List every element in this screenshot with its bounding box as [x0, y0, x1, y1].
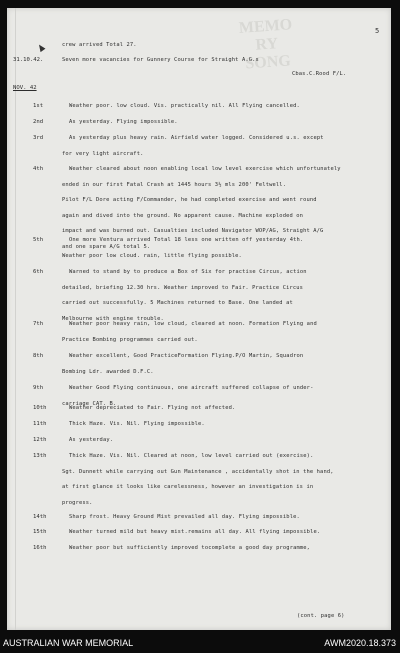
entry-text-line: for very light aircraft.	[62, 150, 144, 157]
entry-day: 16th	[33, 545, 47, 551]
month-heading: NOV. 42	[13, 85, 37, 91]
entry-day: 9th	[33, 385, 44, 391]
entry-day: 7th	[33, 321, 44, 327]
margin-line	[15, 8, 16, 630]
entry-text-line: Melbourne with engine trouble.	[62, 315, 164, 322]
entry-text-line: carriage CAT. B.	[62, 400, 117, 407]
entry-day: 3rd	[33, 135, 44, 141]
entry-day: 5th	[33, 237, 44, 243]
entry-text-line: Weather poor but sufficiently improved tocomplete a good day programme,	[69, 545, 311, 551]
entry-text-line: carried out successfully. 5 Machines returned to Base. One landed at	[62, 300, 293, 307]
entry-text-line: at first glance it looks like carelessness, however an investigation is in	[62, 484, 314, 491]
entry-day: 14th	[33, 514, 47, 520]
entry-text-line: Sharp frost. Heavy Ground Mist prevailed all day. Flying impossible.	[69, 514, 300, 520]
entry-text-line: As yesterday plus heavy rain. Airfield water logged. Considered u.s. except	[69, 135, 324, 141]
entry-text-line: Bombing Ldr. awarded D.F.C.	[62, 368, 154, 375]
footer-accession-number: AWM2020.18.373	[324, 638, 396, 648]
footer-institution: AUSTRALIAN WAR MEMORIAL	[3, 638, 134, 648]
entry-text-line: Weather excellent, Good PracticeFormation Flying.P/O Martin, Squadron	[69, 353, 304, 359]
entry-text-line: and one spare A/G total 5.	[62, 244, 151, 250]
entry-day: 4th	[33, 166, 44, 172]
entry-text-line: detailed, briefing 12.30 hrs. Weather improved to Fair. Practice Circus	[62, 284, 304, 291]
entry-text-line: again and dived into the ground. No apparent cause. Machine exploded on	[62, 212, 304, 219]
entry-text-line: Weather poor low cloud. rain, little flying possible.	[62, 252, 242, 259]
entry-text-line: As yesterday. Flying impossible.	[69, 119, 178, 125]
entry-text-line: Weather turned mild but heavy mist.remains all day. All flying impossible.	[69, 529, 321, 535]
watermark: MEMO RY SONG	[238, 16, 293, 73]
entry-text-line: Thick Haze. Vis. Nil. Cleared at noon, low level carried out (exercise).	[69, 453, 314, 459]
entry-day: 8th	[33, 353, 44, 359]
header-date: 31.10.42.	[13, 57, 44, 63]
entry-text-line: Weather Good Flying continuous, one aircraft suffered collapse of under-	[69, 385, 314, 391]
entry-text-line: impact and was burned out. Casualties included Navigator WOP/AG, Straight A/G	[62, 228, 324, 235]
entry-text-line: progress.	[62, 499, 93, 506]
entry-text-line: As yesterday.	[69, 437, 114, 443]
entry-text-line: Sgt. Dunnett while carrying out Gun Maintenance , accidentally shot in the hand,	[62, 468, 334, 475]
entry-day: 10th	[33, 405, 47, 411]
entry-text-line: Weather poor heavy rain, low cloud, cleared at noon. Formation Flying and	[69, 321, 317, 327]
header-line-1: crew arrived Total 27.	[62, 42, 137, 48]
entry-day: 2nd	[33, 119, 44, 125]
continuation-note: (cont. page 6)	[297, 613, 345, 619]
entry-text-line: Weather poor. low cloud. Vis. practically nil. All Flying cancelled.	[69, 103, 300, 109]
entry-text-line: Weather depreciated to Fair. Flying not affected.	[69, 405, 236, 411]
entry-day: 6th	[33, 269, 44, 275]
document-page	[7, 8, 391, 630]
entry-text-line: Pilot F/L Dore acting F/Commander, he had completed exercise and went round	[62, 197, 317, 204]
header-line-2: Seven more vacancies for Gunnery Course for Straight A.G.s	[62, 57, 259, 63]
entry-day: 15th	[33, 529, 47, 535]
entry-day: 11th	[33, 421, 47, 427]
entry-text-line: Warned to stand by to produce a Box of Six for practise Circus, action	[69, 269, 307, 275]
footer-bar	[0, 632, 400, 653]
entry-day: 1st	[33, 103, 44, 109]
entry-day: 13th	[33, 453, 47, 459]
entry-text-line: ended in our first Fatal Crash at 1445 hours 3½ mls 200' Feltwell.	[62, 181, 287, 188]
entry-day: 12th	[33, 437, 47, 443]
entry-text-line: Weather cleared about noon enabling local low level exercise which unfortunately	[69, 166, 341, 172]
page-number: 5	[375, 27, 380, 35]
entry-text-line: Practice Bombing programmes carried out.	[62, 336, 198, 343]
header-signature: Cbas.C.Rood F/L.	[292, 71, 347, 77]
entry-text-line: One more Ventura arrived Total 18 less one written off yesterday 4th.	[69, 237, 304, 243]
entry-text-line: Thick Haze. Vis. Nil. Flying impossible.	[69, 421, 205, 427]
